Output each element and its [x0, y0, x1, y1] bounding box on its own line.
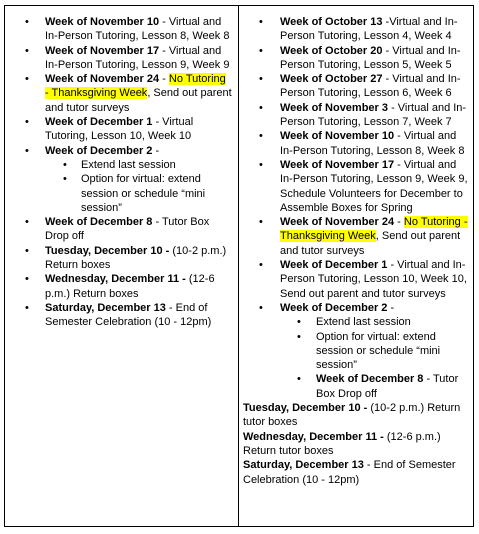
- item-date: Tuesday, December 10 -: [45, 244, 170, 257]
- item-date: Week of November 3: [280, 101, 389, 114]
- item-date: Saturday, December 13: [45, 301, 166, 314]
- list-item: [5, 272, 232, 301]
- highlighted-text: No Tutoring - Thanksgiving Week: [45, 73, 226, 100]
- item-text: -: [394, 216, 404, 229]
- item-date: Week of December 2: [45, 144, 153, 157]
- list-item: [5, 244, 232, 273]
- right-list: [239, 15, 469, 401]
- item-text: , Send out parent and tutor surveys: [280, 230, 461, 257]
- plain-line: [239, 430, 469, 459]
- list-item: [239, 158, 469, 215]
- plain-line: [239, 458, 469, 487]
- item-date: Week of December 2: [280, 301, 388, 314]
- item-text: - Virtual and In-Person Tutoring, Lesson 6, Week 6: [280, 73, 461, 100]
- item-text: - Virtual and In-Person Tutoring, Lesson 5, Week 5: [280, 44, 461, 71]
- list-item: [5, 72, 232, 115]
- list-item: [5, 15, 232, 44]
- list-item: [239, 215, 469, 258]
- sub-list-item: [280, 372, 469, 401]
- item-date: Week of October 20: [280, 44, 383, 57]
- sub-list: [280, 315, 469, 401]
- item-text: Extend last session: [316, 316, 411, 329]
- list-item: [239, 72, 469, 101]
- item-date: Saturday, December 13: [243, 459, 364, 472]
- list-item: [5, 44, 232, 73]
- sub-list-item: [45, 158, 232, 172]
- left-list: [5, 15, 232, 330]
- item-date: Week of December 1: [45, 116, 153, 129]
- item-text: - Virtual and In-Person Tutoring, Lesson 8, Week 8: [45, 16, 230, 43]
- schedule-table: [4, 5, 474, 527]
- item-date: Week of October 13: [280, 16, 383, 28]
- item-text: - End of Semester Celebration (10 - 12pm): [243, 459, 456, 486]
- item-date: Week of November 24: [45, 73, 160, 86]
- sub-list: [45, 158, 232, 215]
- item-text: -: [387, 301, 395, 314]
- item-date: Week of November 10: [280, 130, 395, 143]
- item-text: - Virtual and In-Person Tutoring, Lesson 8, Week 8: [280, 130, 465, 157]
- item-date: Week of December 1: [280, 259, 388, 272]
- item-text: -: [152, 144, 160, 157]
- item-date: Tuesday, December 10 -: [243, 402, 368, 415]
- item-text: - Tutor Box Drop off: [316, 373, 459, 400]
- list-item: [239, 15, 469, 44]
- plain-line: [239, 401, 469, 430]
- list-item: [239, 129, 469, 158]
- item-text: - Virtual and In-Person Tutoring, Lesson 7, Week 7: [280, 101, 467, 129]
- item-text: Extend last session: [81, 158, 176, 171]
- item-text: Option for virtual: extend session or schedule “mini session”: [316, 330, 441, 372]
- item-text: - Virtual and In-Person Tutoring, Lesson 9, Week 9: [45, 44, 230, 71]
- sub-list-item: [45, 172, 232, 215]
- item-text: - Virtual Tutoring, Lesson 10, Week 10: [45, 116, 194, 143]
- sub-list-item: [280, 330, 469, 373]
- highlighted-text: No Tutoring - Thanksgiving Week: [280, 216, 468, 243]
- sub-list-item: [280, 315, 469, 329]
- right-column: [239, 6, 473, 526]
- item-date: Wednesday, December 11 -: [243, 430, 384, 443]
- item-text: (10-2 p.m.) Return boxes: [45, 244, 227, 272]
- list-item: [239, 44, 469, 73]
- item-text: - Tutor Box Drop off: [45, 216, 210, 243]
- item-text: (12-6 p.m.) Return tutor boxes: [243, 430, 441, 457]
- item-date: Wednesday, December 11 -: [45, 273, 186, 286]
- item-text: (12-6 p.m.) Return boxes: [45, 273, 215, 300]
- item-text: - Virtual and In-Person Tutoring, Lesson 10, Week 10, Send out parent and tutor surveys: [280, 259, 467, 300]
- item-text: - Virtual and In-Person Tutoring, Lesson 9, Week 9, Schedule Volunteers for December to Assemble Boxes for Spring: [280, 158, 468, 214]
- item-date: Week of November 17: [45, 44, 160, 57]
- list-item: [5, 115, 232, 144]
- list-item: [5, 144, 232, 215]
- list-item: [239, 301, 469, 401]
- item-date: Week of December 8: [316, 373, 424, 386]
- item-date: Week of November 17: [280, 158, 395, 171]
- item-date: Week of October 27: [280, 73, 383, 86]
- item-text: -Virtual and In-Person Tutoring, Lesson 4, Week 4: [280, 16, 458, 43]
- list-item: [5, 301, 232, 330]
- item-text: - End of Semester Celebration (10 - 12pm): [45, 301, 212, 329]
- left-column: [5, 6, 239, 526]
- list-item: [239, 101, 469, 130]
- item-date: Week of December 8: [45, 216, 153, 229]
- item-text: -: [159, 73, 169, 86]
- item-date: Week of November 24: [280, 216, 395, 229]
- item-text: , Send out parent and tutor surveys: [45, 87, 232, 114]
- item-date: Week of November 10: [45, 16, 160, 28]
- list-item: [5, 215, 232, 244]
- list-item: [239, 258, 469, 301]
- item-text: (10-2 p.m.) Return tutor boxes: [243, 402, 461, 429]
- item-text: Option for virtual: extend session or schedule “mini session”: [81, 173, 206, 214]
